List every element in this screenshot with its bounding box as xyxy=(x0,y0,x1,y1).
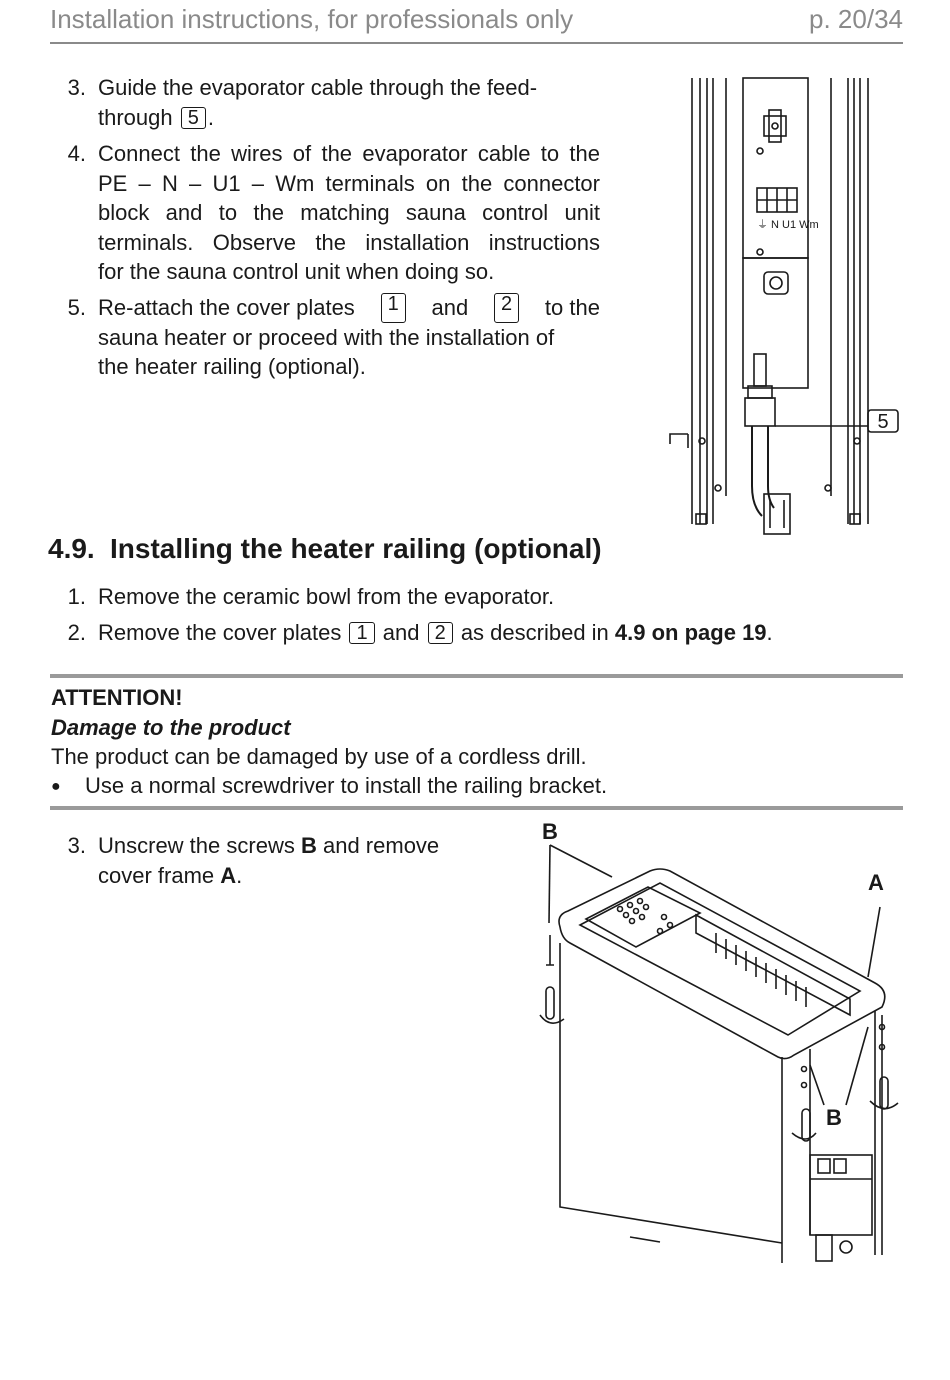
step-text: Remove the cover plates xyxy=(98,620,342,645)
step-number: 1. xyxy=(67,584,86,609)
label-b-mid: B xyxy=(826,1105,842,1130)
step-text: as described in xyxy=(460,620,609,645)
attention-heading: ATTENTION! xyxy=(51,685,183,710)
page-number: p. 20/34 xyxy=(809,4,903,34)
callout-5: 5 xyxy=(877,411,889,433)
step-text: cover frame xyxy=(98,862,215,888)
step-line: PE – N – U1 – Wm terminals on the connector xyxy=(98,170,600,196)
step-punct: . xyxy=(207,104,214,130)
attention-subheading: Damage to the product xyxy=(51,715,291,740)
step-punct: . xyxy=(766,620,773,645)
evaporator-cable-figure xyxy=(660,76,910,538)
step-text: Unscrew the screws xyxy=(98,833,295,858)
step-text: Re-attach the cover plates xyxy=(98,295,355,320)
reference-box: 2 xyxy=(494,293,519,323)
page-reference: 4.9 on page 19 xyxy=(614,620,767,645)
step-line: sauna heater or proceed with the installation of xyxy=(98,324,555,350)
step-text: and remove xyxy=(322,833,440,858)
step-text: and xyxy=(431,295,469,320)
step-text: to the xyxy=(544,295,600,320)
label-b-top: B xyxy=(542,819,558,844)
section-heading xyxy=(48,533,602,565)
label-b: B xyxy=(300,833,317,858)
step-line: Guide the evaporator cable through the feed- xyxy=(98,75,538,100)
reference-box: 1 xyxy=(381,293,406,323)
step-number: 2. xyxy=(67,620,86,645)
reference-box: 2 xyxy=(428,622,453,644)
attention-bullet xyxy=(51,771,607,802)
step-line: through xyxy=(98,104,173,130)
step-line: the heater railing (optional). xyxy=(98,354,366,379)
bullet-text: Use a normal screwdriver to install the railing bracket. xyxy=(85,773,608,798)
reference-box: 1 xyxy=(349,622,374,644)
step-number: 4. xyxy=(67,141,86,166)
section-title: Installing the heater railing (optional) xyxy=(110,533,602,564)
step-line: for the sauna control unit when doing so. xyxy=(98,259,495,284)
step-number: 5. xyxy=(67,295,86,320)
svg-text:⏚ N U1 Wm: ⏚ N U1 Wm xyxy=(757,219,819,231)
document-title: Installation instructions, for professionals only xyxy=(50,4,574,34)
step-text: and xyxy=(382,620,420,645)
step-line: Connect the wires of the evaporator cable to the xyxy=(98,141,600,166)
attention-bottom-rule xyxy=(50,806,903,810)
step-number: 3. xyxy=(67,75,86,100)
attention-text: The product can be damaged by use of a cordless drill. xyxy=(51,744,587,769)
step-text: Remove the ceramic bowl from the evaporator. xyxy=(98,584,555,609)
step-line: terminals. Observe the installation instructions xyxy=(98,229,600,255)
step-punct: . xyxy=(236,862,243,888)
label-a: A xyxy=(868,870,884,895)
section-number: 4.9. xyxy=(48,533,95,564)
reference-box: 5 xyxy=(181,107,206,129)
step-number: 3. xyxy=(67,833,86,858)
label-a: A xyxy=(220,862,237,888)
attention-top-rule xyxy=(50,674,903,678)
step-line: block and to the matching sauna control unit xyxy=(98,200,600,225)
page-header xyxy=(50,4,903,44)
bullet-icon: ● xyxy=(51,778,61,795)
heater-cover-frame-figure xyxy=(520,815,920,1265)
